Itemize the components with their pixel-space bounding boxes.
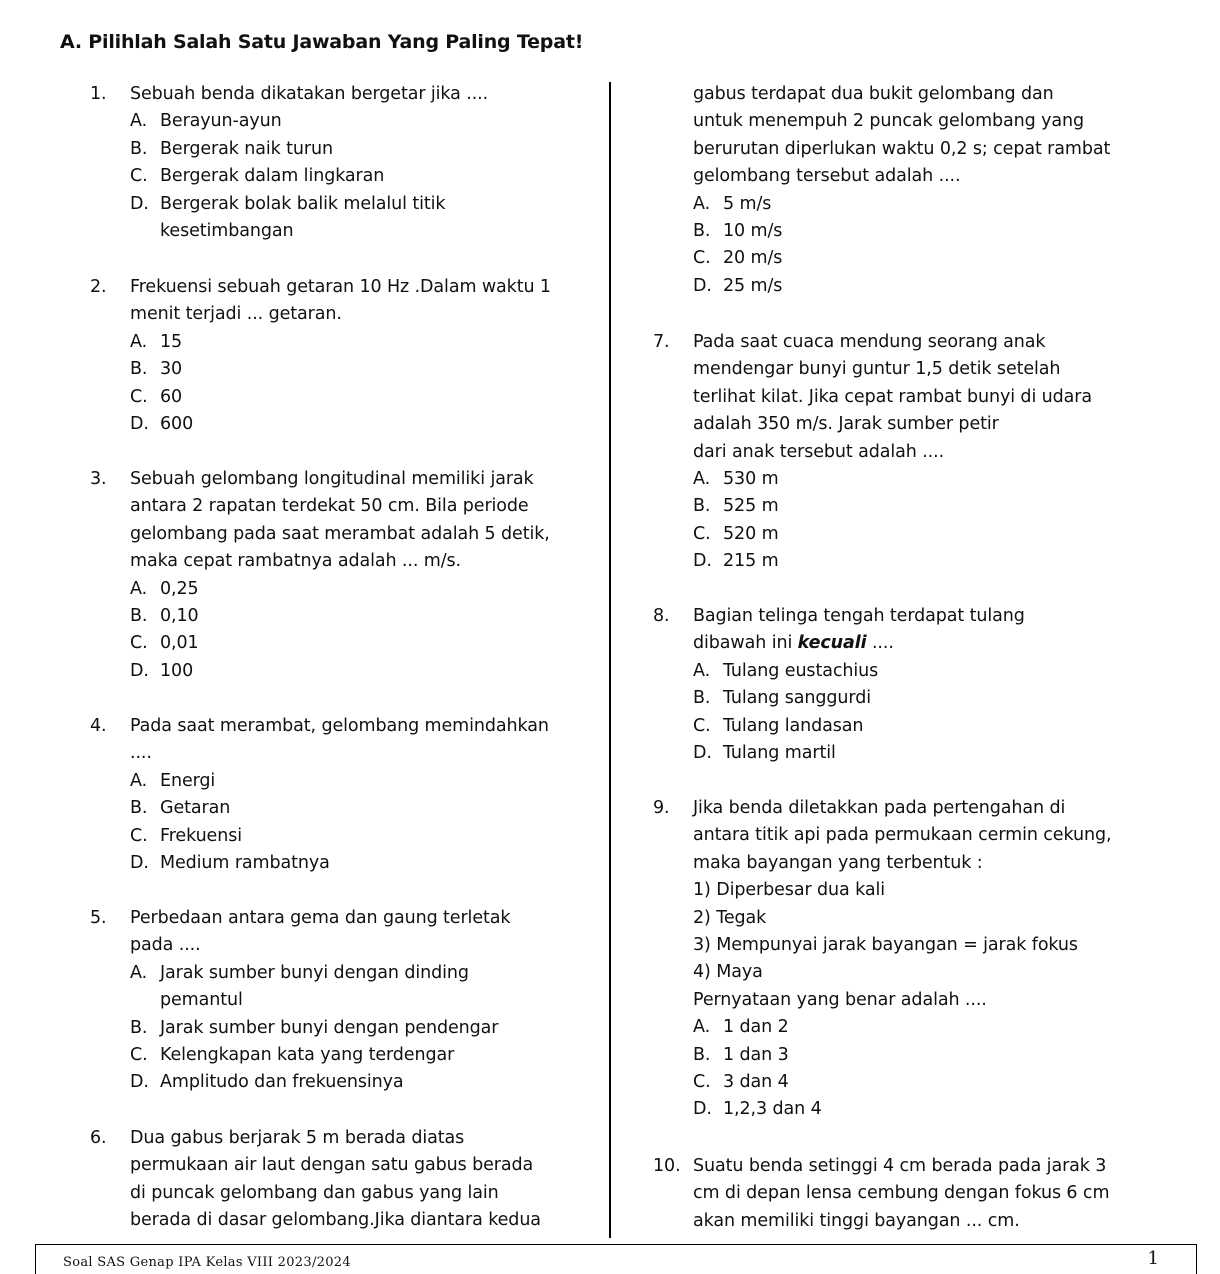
question-stem-line: antara 2 rapatan terdekat 50 cm. Bila periode: [130, 496, 529, 517]
option-letter: D.: [130, 853, 149, 873]
option-letter: B.: [693, 221, 711, 241]
option-text: 0,01: [160, 633, 199, 654]
option-letter: D.: [693, 1099, 712, 1120]
option-text: Jarak sumber bunyi dengan dinding: [160, 962, 469, 983]
option-text: Getaran: [160, 798, 231, 819]
option-letter: C.: [130, 386, 148, 407]
question-stem-line: terlihat kilat. Jika cepat rambat bunyi di udara: [693, 386, 1093, 407]
column-divider: [609, 82, 611, 1238]
question-stem-line: Dua gabus berjarak 5 m berada diatas: [130, 1128, 465, 1148]
option-letter: C.: [693, 248, 711, 269]
option-letter: B.: [693, 688, 711, 709]
question-stem-line: untuk menempuh 2 puncak gelombang yang: [693, 111, 1085, 132]
option-letter: A.: [693, 193, 711, 214]
question-stem-line: ....: [130, 743, 152, 764]
option-text: Tulang eustachius: [723, 660, 879, 681]
option-text: 100: [160, 660, 194, 681]
option-text: Medium rambatnya: [160, 853, 330, 873]
option-letter: D.: [130, 414, 149, 434]
option-letter: A.: [130, 111, 148, 132]
option-text: 520 m: [723, 523, 779, 544]
option-letter: D.: [693, 551, 712, 572]
option-letter: C.: [130, 633, 148, 654]
option-text: 20 m/s: [723, 248, 783, 269]
question-number: 10.: [653, 1156, 681, 1176]
question-stem-line: gelombang tersebut adalah ....: [693, 166, 961, 187]
question-stem-line: maka bayangan yang terbentuk :: [693, 852, 983, 873]
question-stem-line: di puncak gelombang dan gabus yang lain: [130, 1182, 499, 1203]
option-letter: C.: [130, 1045, 148, 1065]
option-letter: C.: [693, 1072, 711, 1092]
stem-emphasis: kecuali: [797, 633, 867, 654]
question-stem-line: Jika benda diletakkan pada pertengahan di: [693, 798, 1066, 818]
question-stem-line: Sebuah gelombang longitudinal memiliki jarak: [130, 469, 534, 489]
option-text: Bergerak bolak balik melalul titik: [160, 193, 446, 214]
option-text: 0,25: [160, 578, 199, 599]
question-stem-line: Pernyataan yang benar adalah ....: [693, 989, 987, 1010]
question-stem-line: 1) Diperbesar dua kali: [693, 880, 885, 901]
option-text: 525 m: [723, 496, 779, 517]
question-stem-line: dari anak tersebut adalah ....: [693, 441, 945, 462]
footer-title: Soal SAS Genap IPA Kelas VIII 2023/2024: [63, 1255, 351, 1270]
question-number: 8.: [653, 606, 670, 626]
option-letter: D.: [130, 660, 149, 681]
option-letter: A.: [693, 469, 711, 489]
question-stem-line: berada di dasar gelombang.Jika diantara kedua: [130, 1210, 541, 1231]
question-stem-line: pada ....: [130, 935, 201, 956]
question-number: 5.: [90, 908, 107, 928]
option-text: Frekuensi: [160, 825, 242, 846]
page-number: 1: [1147, 1248, 1159, 1269]
question-stem-line: 4) Maya: [693, 962, 763, 983]
option-text: Bergerak dalam lingkaran: [160, 166, 385, 187]
question-stem-line: permukaan air laut dengan satu gabus berada: [130, 1155, 534, 1176]
question-stem-line: gabus terdapat dua bukit gelombang dan: [693, 84, 1054, 104]
stem-text: dibawah ini: [693, 633, 798, 654]
question-stem-line: berurutan diperlukan waktu 0,2 s; cepat rambat: [693, 138, 1111, 159]
question-number: 4.: [90, 716, 107, 736]
option-letter: D.: [693, 275, 712, 296]
option-letter: C.: [130, 166, 148, 187]
question-number: 3.: [90, 469, 107, 489]
question-number: 6.: [90, 1128, 107, 1148]
option-text: 25 m/s: [723, 275, 783, 296]
option-text: Tulang landasan: [723, 715, 864, 736]
option-text: 3 dan 4: [723, 1072, 789, 1092]
page-footer: [35, 1244, 1197, 1274]
option-letter: A.: [130, 962, 148, 983]
option-letter: B.: [130, 138, 148, 159]
question-number: 9.: [653, 798, 670, 818]
option-text: Tulang sanggurdi: [723, 688, 871, 709]
question-number: 7.: [653, 332, 670, 352]
stem-text: ....: [866, 633, 894, 654]
question-stem-line: adalah 350 m/s. Jarak sumber petir: [693, 414, 999, 435]
option-text: Kelengkapan kata yang terdengar: [160, 1045, 455, 1065]
option-letter: A.: [130, 331, 148, 352]
question-stem-line: akan memiliki tinggi bayangan ... cm.: [693, 1210, 1020, 1231]
option-text: 1 dan 2: [723, 1017, 789, 1038]
option-letter: B.: [130, 359, 148, 380]
section-heading: A. Pilihlah Salah Satu Jawaban Yang Paling Tepat!: [60, 31, 584, 53]
question-stem-line: gelombang pada saat merambat adalah 5 detik,: [130, 523, 550, 544]
question-stem-line: cm di depan lensa cembung dengan fokus 6 cm: [693, 1183, 1110, 1204]
question-stem-line: Pada saat merambat, gelombang memindahkan: [130, 716, 549, 736]
question-stem-line: Pada saat cuaca mendung seorang anak: [693, 332, 1046, 352]
option-letter: B.: [130, 1017, 148, 1038]
option-letter: B.: [130, 798, 148, 819]
question-stem-line: 2) Tegak: [693, 907, 767, 928]
question-stem-line: Sebuah benda dikatakan bergetar jika ....: [130, 84, 489, 104]
option-letter: D.: [130, 1072, 149, 1093]
option-text: 1,2,3 dan 4: [723, 1099, 822, 1120]
option-text: Tulang martil: [723, 743, 836, 763]
option-text: 530 m: [723, 469, 779, 489]
option-letter: A.: [130, 770, 148, 791]
option-text: pemantul: [160, 990, 243, 1011]
option-text: 30: [160, 359, 183, 380]
option-letter: A.: [130, 578, 148, 599]
question-stem-line: 3) Mempunyai jarak bayangan = jarak fokus: [693, 935, 1078, 955]
option-letter: C.: [130, 825, 148, 846]
option-text: 5 m/s: [723, 193, 772, 214]
option-text: 215 m: [723, 551, 779, 572]
question-stem-line: Perbedaan antara gema dan gaung terletak: [130, 908, 511, 928]
option-text: 0,10: [160, 606, 199, 626]
question-number: 2.: [90, 277, 107, 297]
option-letter: D.: [693, 743, 712, 763]
option-letter: B.: [130, 606, 148, 626]
option-letter: A.: [693, 1017, 711, 1038]
option-letter: B.: [693, 496, 711, 517]
option-text: 600: [160, 414, 194, 434]
option-letter: B.: [693, 1044, 711, 1065]
option-text: Energi: [160, 770, 216, 791]
question-stem-line: mendengar bunyi guntur 1,5 detik setelah: [693, 359, 1061, 380]
option-letter: A.: [693, 660, 711, 681]
option-text: 60: [160, 386, 183, 407]
option-text: Bergerak naik turun: [160, 138, 333, 159]
option-text: 15: [160, 331, 183, 352]
question-number: 1.: [90, 84, 107, 104]
option-text: 10 m/s: [723, 221, 783, 241]
option-text: kesetimbangan: [160, 221, 294, 241]
question-stem-line: Frekuensi sebuah getaran 10 Hz .Dalam waktu 1: [130, 277, 551, 297]
question-stem-line: [693, 632, 894, 654]
question-stem-line: Bagian telinga tengah terdapat tulang: [693, 606, 1025, 626]
question-stem-line: antara titik api pada permukaan cermin cekung,: [693, 825, 1112, 846]
option-letter: C.: [693, 715, 711, 736]
option-letter: C.: [693, 523, 711, 544]
option-text: 1 dan 3: [723, 1044, 789, 1065]
question-stem-line: maka cepat rambatnya adalah ... m/s.: [130, 551, 461, 572]
question-stem-line: Suatu benda setinggi 4 cm berada pada jarak 3: [693, 1156, 1107, 1176]
option-text: Amplitudo dan frekuensinya: [160, 1072, 404, 1093]
question-stem-line: menit terjadi ... getaran.: [130, 304, 342, 325]
option-text: Berayun-ayun: [160, 111, 282, 132]
option-letter: D.: [130, 193, 149, 214]
option-text: Jarak sumber bunyi dengan pendengar: [160, 1017, 499, 1038]
